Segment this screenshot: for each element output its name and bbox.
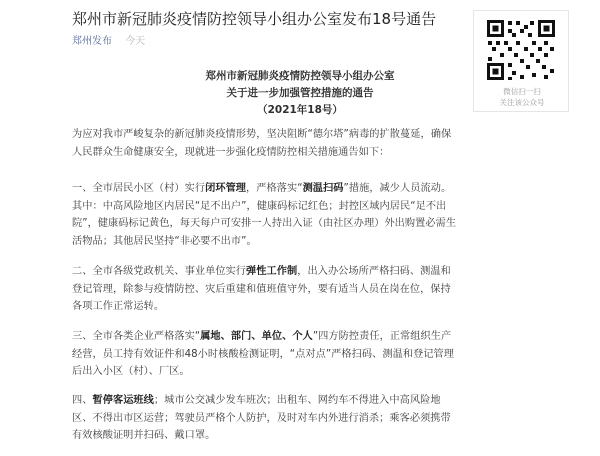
intro-paragraph xyxy=(72,126,532,161)
text-run: 二、全市各级党政机关、事业单位实行 xyxy=(72,266,247,277)
qr-code-panel xyxy=(473,10,569,112)
text-run: ，严格落实“ xyxy=(246,183,303,194)
paragraph-line xyxy=(72,263,532,281)
text-run: 四、 xyxy=(72,395,93,406)
paragraph-line xyxy=(72,328,532,346)
paragraph-line: 登记管理，除参与疫情防控、灾后重建和值班值守外，要有适当人员在岗在位，保持 xyxy=(72,283,451,295)
article-meta xyxy=(72,35,145,49)
notice-subject: 关于进一步加强管控措施的通告 xyxy=(226,87,374,99)
text-run: 三、全市各类企业严格落实“ xyxy=(72,331,201,342)
bold-text: 测温扫码 xyxy=(302,183,344,194)
qr-caption-line1: 微信扫一扫 xyxy=(503,87,541,96)
bold-text: 闭环管理 xyxy=(205,183,247,194)
paragraph-line xyxy=(72,392,532,410)
paragraph-line: 其中：中高风险地区内居民“足不出户”，健康码标记红色；封控区域内居民“足不出 xyxy=(72,200,447,212)
publish-date: 今天 xyxy=(125,36,146,47)
text-run: ”四方防控责任，正常组织生产 xyxy=(312,331,452,342)
account-name-link[interactable]: 郑州发布 xyxy=(72,36,112,47)
notice-number: （2021年18号） xyxy=(257,104,343,116)
item-four-paragraph xyxy=(72,392,532,445)
item-three-paragraph xyxy=(72,328,532,381)
article-title: 郑州市新冠肺炎疫情防控领导小组办公室发布18号通告 xyxy=(72,10,437,28)
item-one-paragraph xyxy=(72,180,532,250)
item-two-paragraph xyxy=(72,263,532,316)
paragraph-line: 为应对我市严峻复杂的新冠肺炎疫情形势，坚决阻断“德尔塔”病毒的扩散蔓延，确保 xyxy=(72,129,452,140)
paragraph-line: 人民群众生命健康安全，现就进一步强化疫情防控相关措施通告如下： xyxy=(72,146,390,158)
qr-caption-line2: 关注该公众号 xyxy=(499,98,545,107)
text-run: ；城市公交减少发车班次；出租车、网约车不得进入中高风险地 xyxy=(153,395,441,406)
qr-code-icon xyxy=(486,19,556,81)
paragraph-line: 有效核酸证明并扫码、戴口罩。 xyxy=(72,430,216,442)
paragraph-line: 各项工作正常运转。 xyxy=(72,301,165,313)
text-run: 一、全市居民小区（村）实行 xyxy=(72,183,206,194)
bold-text: 属地、部门、单位、个人 xyxy=(200,331,313,342)
paragraph-line: 后出入小区（村）、厂区。 xyxy=(72,366,190,378)
notice-issuer: 郑州市新冠肺炎疫情防控领导小组办公室 xyxy=(205,70,395,82)
paragraph-line xyxy=(72,180,532,198)
notice-header xyxy=(120,68,480,119)
text-run: ”措施，减少人员流动。 xyxy=(343,183,452,194)
bold-text: 暂停客运班线 xyxy=(92,395,154,406)
text-run: ，出入办公场所严格扫码、测温和 xyxy=(297,266,451,277)
paragraph-line: 活物品；其他居民坚持“非必要不出市”。 xyxy=(72,235,257,247)
paragraph-line: 院”，健康码标记黄色，每天每户可安排一人持出入证（由社区办理）外出购置必需生 xyxy=(72,218,457,230)
paragraph-line: 区、不得出市区运营；驾驶员严格个人防护，及时对车内外进行消杀；乘客必须携带 xyxy=(72,412,451,424)
paragraph-line: 经营，员工持有效证件和48小时核酸检测证明，“点对点”严格扫码、测温和登记管理 xyxy=(72,348,455,360)
qr-caption xyxy=(474,86,570,108)
bold-text: 弹性工作制 xyxy=(246,266,298,277)
